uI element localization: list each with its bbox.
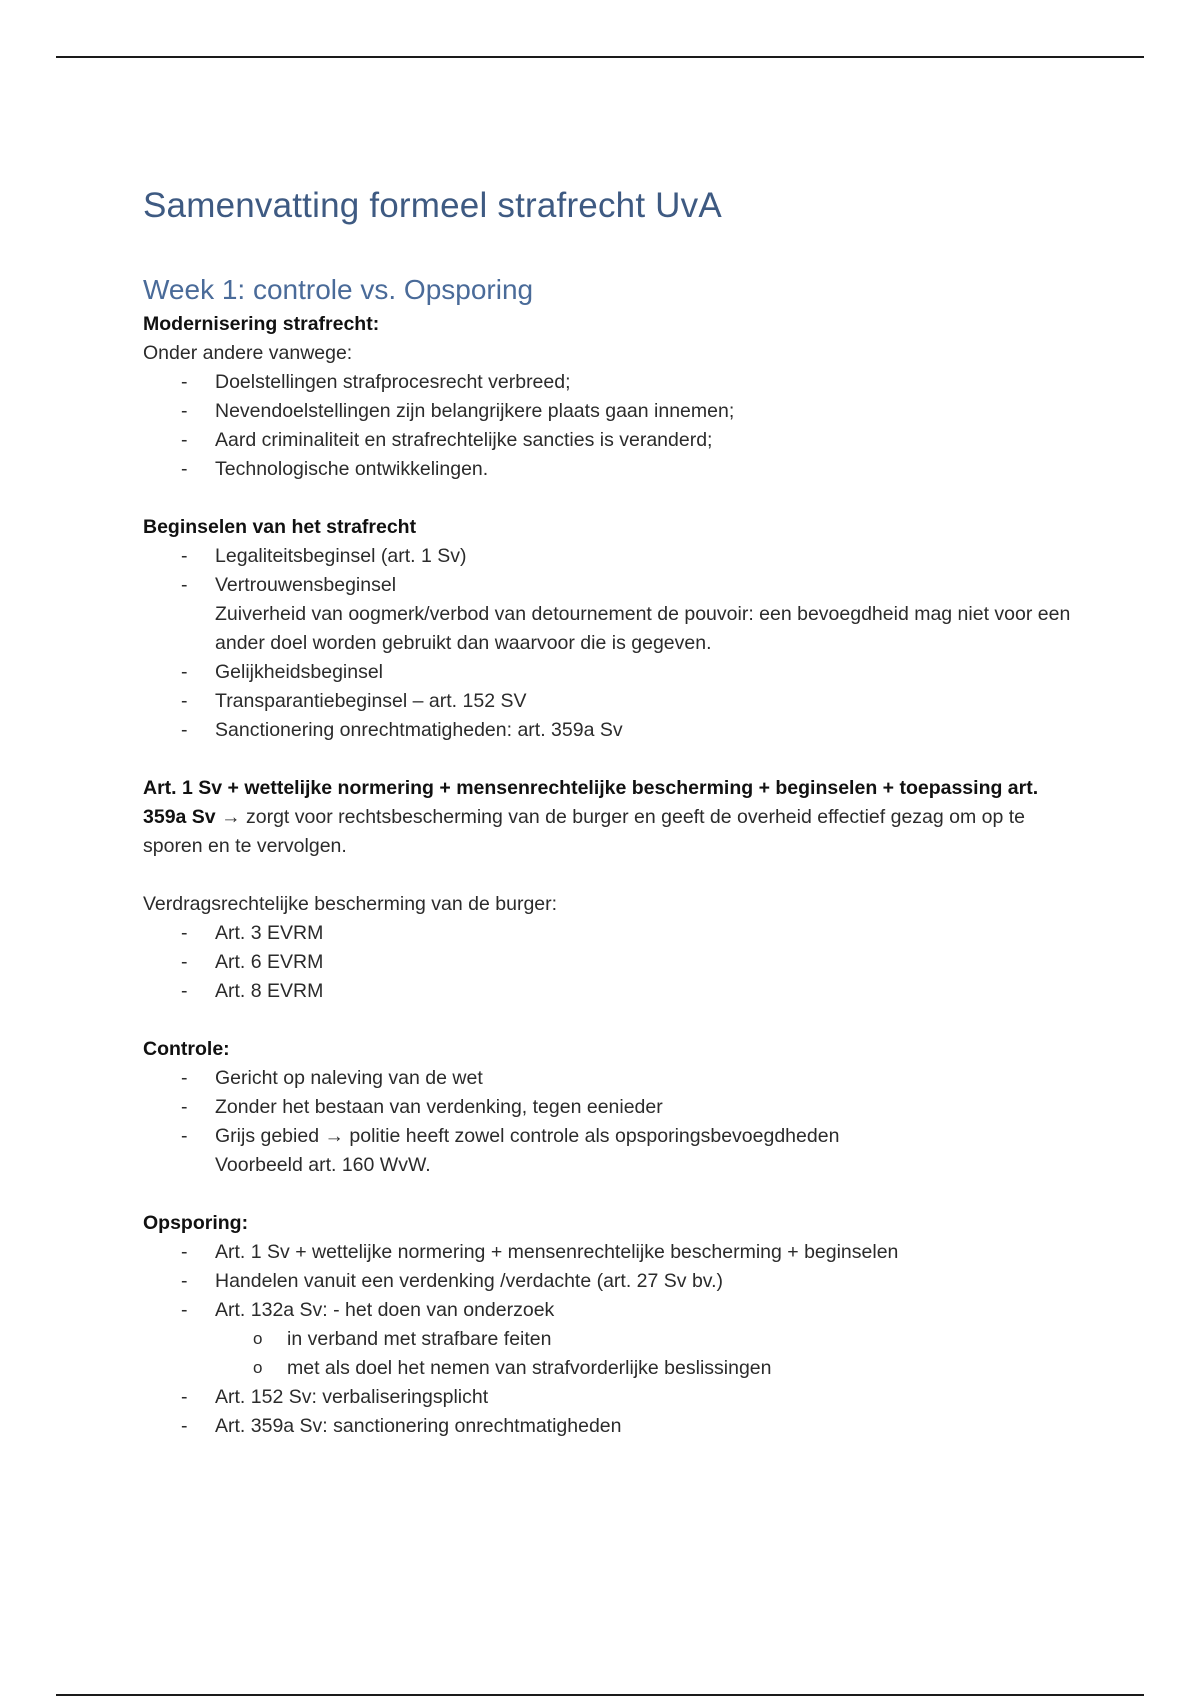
- vertrouwen-note: Zuiverheid van oogmerk/verbod van detournement de pouvoir: een bevoegdheid mag niet voor een ander doel worden gebruikt dan waarvoor die is gegeven.: [215, 603, 1071, 654]
- list-item: - Art. 152 Sv: verbaliseringsplicht: [143, 1383, 1083, 1412]
- list-item: - Handelen vanuit een verdenking /verdachte (art. 27 Sv bv.): [143, 1267, 1083, 1296]
- opsporing-sublist: [143, 1325, 1083, 1383]
- art1-paragraph: [143, 774, 1083, 861]
- list-item: - Art. 3 EVRM: [143, 919, 1083, 948]
- modernisering-intro: Onder andere vanwege:: [143, 342, 353, 364]
- list-item: [143, 1122, 1083, 1180]
- opsporing-heading: Opsporing:: [143, 1212, 249, 1234]
- opsporing-list: [143, 1238, 1083, 1325]
- beginselen-heading: Beginselen van het strafrecht: [143, 516, 417, 538]
- list-item: - Sanctionering onrechtmatigheden: art. 359a Sv: [143, 716, 1083, 745]
- list-item-label: Vertrouwensbeginsel: [215, 574, 397, 596]
- document-body: [143, 182, 1083, 1441]
- list-item: - Technologische ontwikkelingen.: [143, 455, 1083, 484]
- verdrag-list: [143, 919, 1083, 1006]
- section-beginselen: [143, 513, 1083, 745]
- beginselen-list: [143, 542, 1083, 745]
- section-opsporing: [143, 1209, 1083, 1441]
- arrow-right-icon: →: [324, 1125, 344, 1147]
- art1-rest: zorgt voor rechtsbescherming van de burger en geeft de overheid effectief gezag om op te sporen en te vervolgen.: [143, 806, 1026, 857]
- opsporing-list-cont: [143, 1383, 1083, 1441]
- controle-heading: Controle:: [143, 1038, 230, 1060]
- document-title: Samenvatting formeel strafrecht UvA: [143, 186, 722, 225]
- controle-example: Voorbeeld art. 160 WvW.: [215, 1154, 431, 1176]
- list-item: - Transparantiebeginsel – art. 152 SV: [143, 687, 1083, 716]
- list-item: - Art. 132a Sv: - het doen van onderzoek: [143, 1296, 1083, 1325]
- list-item: - Doelstellingen strafprocesrecht verbreed;: [143, 368, 1083, 397]
- modernisering-list: [143, 368, 1083, 484]
- section-modernisering: [143, 310, 1083, 484]
- section-verdrag: [143, 890, 1083, 1006]
- week-heading: Week 1: controle vs. Opsporing: [143, 274, 534, 305]
- list-item: - Art. 1 Sv + wettelijke normering + mensenrechtelijke bescherming + beginselen: [143, 1238, 1083, 1267]
- sub-list-item: o in verband met strafbare feiten: [143, 1325, 1083, 1354]
- list-item: - Aard criminaliteit en strafrechtelijke sancties is veranderd;: [143, 426, 1083, 455]
- list-item: - Art. 359a Sv: sanctionering onrechtmatigheden: [143, 1412, 1083, 1441]
- list-item: - Legaliteitsbeginsel (art. 1 Sv): [143, 542, 1083, 571]
- list-item: - Zonder het bestaan van verdenking, tegen eenieder: [143, 1093, 1083, 1122]
- list-item: - Art. 8 EVRM: [143, 977, 1083, 1006]
- page-top-rule: [56, 56, 1144, 58]
- arrow-right-icon: →: [221, 806, 241, 828]
- list-item: - Gericht op naleving van de wet: [143, 1064, 1083, 1093]
- controle-list: [143, 1064, 1083, 1180]
- sub-list-item: o met als doel het nemen van strafvorderlijke beslissingen: [143, 1354, 1083, 1383]
- page-bottom-rule: [56, 1694, 1144, 1696]
- verdrag-intro: Verdragsrechtelijke bescherming van de burger:: [143, 893, 558, 915]
- list-item-label: politie heeft zowel controle als opsporingsbevoegdheden: [349, 1125, 840, 1147]
- modernisering-heading: Modernisering strafrecht:: [143, 313, 380, 335]
- art1-bold: Art. 1 Sv + wettelijke normering + mensenrechtelijke bescherming + beginselen + toepassing art. 359a Sv: [143, 777, 1039, 828]
- list-item: - Gelijkheidsbeginsel: [143, 658, 1083, 687]
- list-item-label: Grijs gebied: [215, 1125, 320, 1147]
- section-controle: [143, 1035, 1083, 1180]
- list-item: - Art. 6 EVRM: [143, 948, 1083, 977]
- list-item: [143, 571, 1083, 658]
- list-item: - Nevendoelstellingen zijn belangrijkere plaats gaan innemen;: [143, 397, 1083, 426]
